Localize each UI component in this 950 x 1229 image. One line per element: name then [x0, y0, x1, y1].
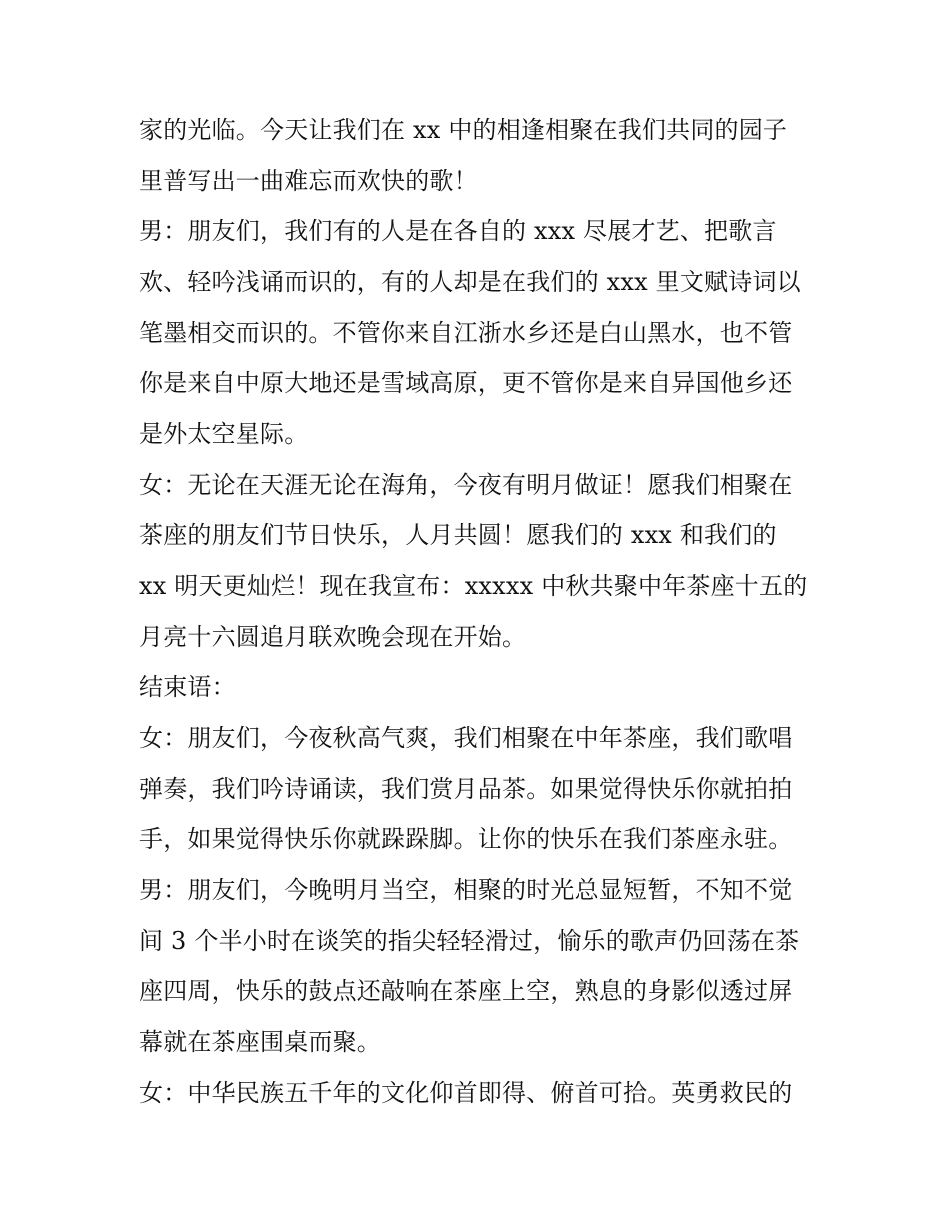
- section-heading: 结束语：: [139, 673, 236, 701]
- text-line: 你是来自中原大地还是雪域高原，更不管你是来自异国他乡还: [139, 369, 793, 397]
- text-line: xx 明天更灿烂！现在我宣布：xxxxx 中秋共聚中年茶座十五的: [139, 572, 808, 600]
- text-line: 幕就在茶座围桌而聚。: [139, 1028, 381, 1056]
- text-line: 女：朋友们，今夜秋高气爽，我们相聚在中年茶座，我们歌唱: [139, 724, 793, 752]
- text-line: 欢、轻吟浅诵而识的，有的人却是在我们的 xxx 里文赋诗词以: [139, 268, 801, 296]
- text-line: 茶座的朋友们节日快乐，人月共圆！愿我们的 xxx 和我们的: [139, 521, 777, 549]
- text-line: 男：朋友们，我们有的人是在各自的 xxx 尽展才艺、把歌言: [139, 217, 777, 245]
- text-line: 手，如果觉得快乐你就跺跺脚。让你的快乐在我们茶座永驻。: [139, 825, 793, 853]
- text-line: 月亮十六圆追月联欢晚会现在开始。: [139, 623, 527, 651]
- text-line: 女：中华民族五千年的文化仰首即得、俯首可拾。英勇救民的: [139, 1079, 793, 1107]
- text-line: 弹奏，我们吟诗诵读，我们赏月品茶。如果觉得快乐你就拍拍: [139, 775, 793, 803]
- text-line: 座四周，快乐的鼓点还敲响在茶座上空，熟息的身影似透过屏: [139, 977, 793, 1005]
- text-line: 女：无论在天涯无论在海角，今夜有明月做证！愿我们相聚在: [139, 471, 793, 499]
- text-line: 家的光临。今天让我们在 xx 中的相逢相聚在我们共同的园子: [139, 116, 788, 144]
- text-line: 里普写出一曲难忘而欢快的歌！: [139, 167, 478, 195]
- text-line: 间 3 个半小时在谈笑的指尖轻轻滑过，愉乐的歌声仍回荡在茶: [139, 927, 800, 955]
- text-line: 笔墨相交而识的。不管你来自江浙水乡还是白山黑水，也不管: [139, 319, 793, 347]
- text-line: 男：朋友们，今晚明月当空，相聚的时光总显短暂，不知不觉: [139, 876, 793, 904]
- text-line: 是外太空星际。: [139, 420, 309, 448]
